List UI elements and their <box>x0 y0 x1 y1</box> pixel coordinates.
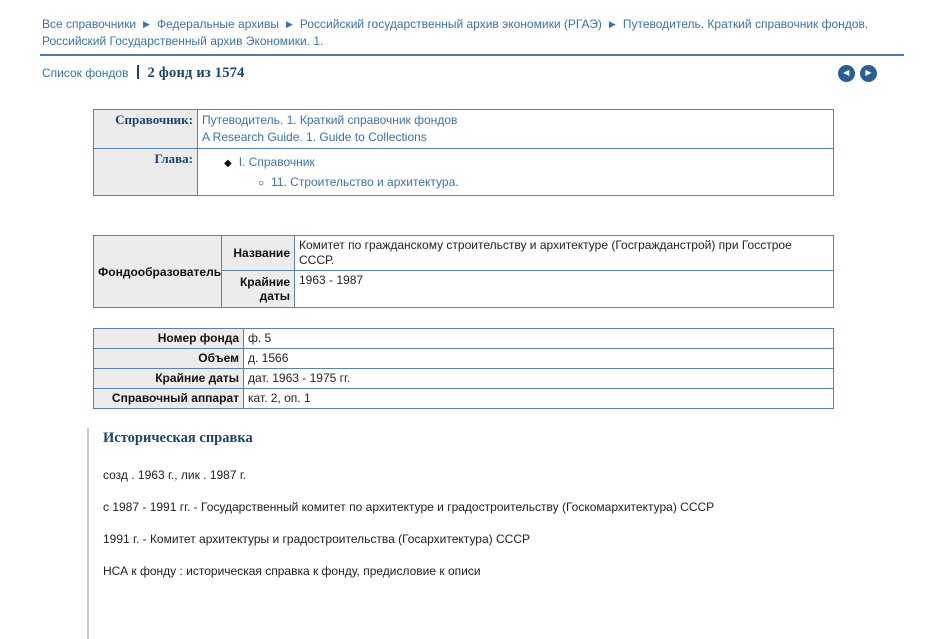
table-row <box>94 369 834 389</box>
fond-volume-value: д. 1566 <box>244 349 834 369</box>
guide-title-link-en[interactable]: A Research Guide. 1. Guide to Collections <box>202 130 427 144</box>
right-arrow-icon: ▶ <box>865 68 872 77</box>
list-item <box>202 173 829 193</box>
diamond-bullet-icon: ◆ <box>224 158 232 169</box>
table-row <box>94 110 834 149</box>
fond-reference-apparatus-label: Справочный аппарат <box>94 389 244 409</box>
fond-attributes-table <box>93 328 834 409</box>
record-position-text: 2 фонд из 1574 <box>147 65 245 81</box>
breadcrumb-item-all-guides[interactable]: Все справочники <box>42 17 137 31</box>
chapter-label: Глава: <box>94 149 198 196</box>
guide-title-link-ru[interactable]: Путеводитель. 1. Краткий справочник фондов <box>202 113 458 127</box>
breadcrumb-item-current-guide[interactable]: Путеводитель. Краткий справочник фондов. Российский Государственный архив Экономики. 1. <box>42 17 869 48</box>
chapter-value-cell <box>198 149 834 196</box>
toolbar-divider <box>137 65 139 79</box>
fond-dates-value: дат. 1963 - 1975 гг. <box>244 369 834 389</box>
creator-name-value: Комитет по гражданскому строительству и архитектуре (Госгражданстрой) при Госстрое СССР. <box>295 236 834 271</box>
historical-note-title: Историческая справка <box>103 430 253 446</box>
creator-name-label: Название <box>222 236 295 271</box>
record-toolbar <box>42 65 935 83</box>
next-record-button[interactable] <box>860 65 877 82</box>
chapter-tree <box>202 151 829 193</box>
breadcrumb-separator-icon: ▶ <box>143 19 150 29</box>
fond-number-value: ф. 5 <box>244 329 834 349</box>
breadcrumb-separator-icon: ▶ <box>608 19 616 29</box>
circle-bullet-icon: ○ <box>258 178 265 189</box>
historical-note-paragraph: НСА к фонду : историческая справка к фонду, предисловие к описи <box>103 564 481 578</box>
list-item <box>202 153 829 173</box>
breadcrumb-item-federal-archives[interactable]: Федеральные архивы <box>156 17 279 31</box>
historical-note-section <box>87 428 877 639</box>
chapter-level1-link[interactable]: I. Справочник <box>238 155 315 169</box>
breadcrumb-item-rgae[interactable]: Российский государственный архив экономики (РГАЭ) <box>299 17 602 31</box>
fond-number-label: Номер фонда <box>94 329 244 349</box>
guide-info-table <box>93 109 834 196</box>
page <box>0 16 935 578</box>
breadcrumb-separator-icon: ▶ <box>285 19 293 29</box>
creator-table <box>93 235 834 308</box>
historical-note-paragraph: созд . 1963 г., лик . 1987 г. <box>103 468 247 482</box>
creator-dates-value: 1963 - 1987 <box>295 271 834 308</box>
fond-volume-label: Объем <box>94 349 244 369</box>
table-row <box>94 389 834 409</box>
creator-dates-label: Крайние даты <box>222 271 295 308</box>
fond-reference-apparatus-value: кат. 2, оп. 1 <box>244 389 834 409</box>
breadcrumb <box>42 16 908 50</box>
guide-value-cell <box>198 110 834 149</box>
table-row <box>94 329 834 349</box>
previous-record-button[interactable] <box>838 65 855 82</box>
fond-dates-label: Крайние даты <box>94 369 244 389</box>
table-row <box>94 236 834 271</box>
breadcrumb-divider <box>40 54 904 56</box>
table-row <box>94 149 834 196</box>
table-row <box>94 349 834 369</box>
fond-list-link[interactable]: Список фондов <box>42 66 129 80</box>
historical-note-paragraph: с 1987 - 1991 гг. - Государственный комитет по архитектуре и градостроительству (Госкомархитектура) СССР <box>103 500 715 514</box>
chapter-level2-link[interactable]: 11. Строительство и архитектура. <box>271 175 459 189</box>
creator-label: Фондообразователь <box>94 236 222 308</box>
record-pager <box>836 65 877 82</box>
guide-label: Справочник: <box>94 110 198 149</box>
left-arrow-icon: ◀ <box>843 68 850 77</box>
historical-note-paragraph: 1991 г. - Комитет архитектуры и градостроительства (Госархитектура) СССР <box>103 532 530 546</box>
